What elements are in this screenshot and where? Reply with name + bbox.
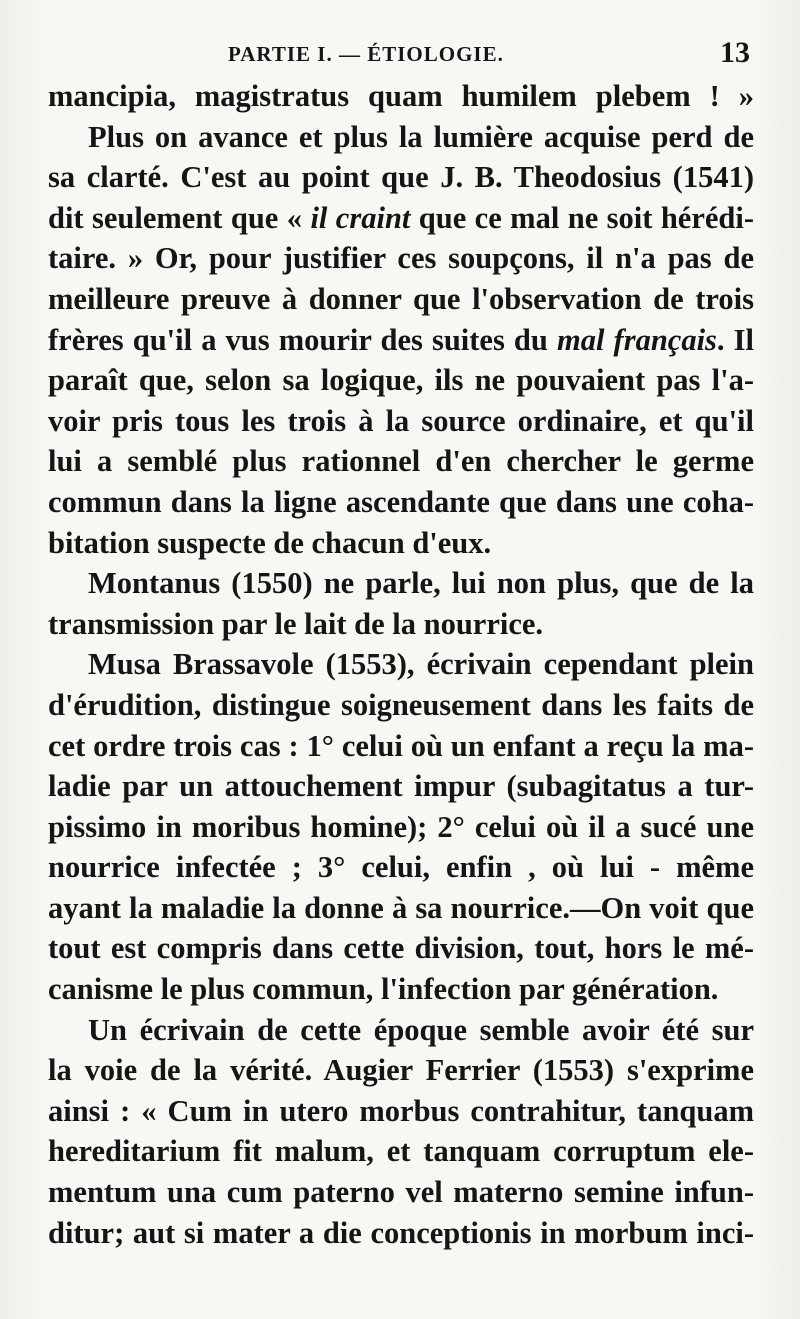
text-line: transmission par le lait de la nourrice. [48,606,544,641]
text-line: la voie de la vérité. Augier Ferrier (1553) s'exprime [48,1053,754,1088]
italic-phrase: mal français [556,322,717,357]
text-line: bitation suspecte de chacun d'eux. [48,525,492,560]
text-line: frères qu'il a vus mourir des suites du mal français. Il [48,322,754,357]
text-line: ainsi : « Cum in utero morbus contrahitur, tanquam [48,1093,754,1128]
body-text [48,76,754,1253]
text-line: Plus on avance et plus la lumière acquise perd de [88,119,754,154]
text-line: cet ordre trois cas : 1° celui où un enfant a reçu la ma- [48,728,754,763]
italic-phrase: il craint [310,200,411,235]
text-line: ayant la maladie la donne à sa nourrice.—On voit que [48,890,754,925]
text-line: meilleure preuve à donner que l'observation de trois [48,281,754,316]
running-head [48,30,754,74]
text-line: ladie par un attouchement impur (subagitatus a tur- [48,769,754,804]
text-line: hereditarium fit malum, et tanquam corruptum ele- [48,1134,754,1169]
text-line: ditur; aut si mater a die conceptionis in morbum inci- [48,1215,754,1250]
text-line: pissimo in moribus homine); 2° celui où il a sucé une [48,809,754,844]
text-line: Montanus (1550) ne parle, lui non plus, que de la [88,566,754,601]
text-line: taire. » Or, pour justifier ces soupçons, il n'a pas de [48,241,754,276]
text-line: paraît que, selon sa logique, ils ne pouvaient pas l'a- [48,363,754,398]
text-line: lui a semblé plus rationnel d'en chercher le germe [48,444,754,479]
text-line: commun dans la ligne ascendante que dans une coha- [48,484,754,519]
text-line: mentum una cum paterno vel materno semine infun- [48,1175,754,1210]
text-line: sa clarté. C'est au point que J. B. Theodosius (1541) [48,160,754,195]
text-line: mancipia, magistratus quam humilem plebem ! » [48,79,754,113]
text-line: canisme le plus commun, l'infection par génération. [48,972,719,1007]
page-number: 13 [720,36,750,69]
text-line: d'érudition, distingue soigneusement dans les faits de [48,687,754,722]
text-line: Un écrivain de cette époque semble avoir été sur [88,1012,754,1047]
text-line: tout est compris dans cette division, tout, hors le mé- [48,931,754,966]
text-line: Musa Brassavole (1553), écrivain cependant plein [88,647,754,682]
text-line: dit seulement que « il craint que ce mal ne soit hérédi- [48,200,754,235]
running-title: PARTIE I. — ÉTIOLOGIE. [228,42,504,66]
text-line: nourrice infectée ; 3° celui, enfin , où lui - même [48,850,754,885]
text-line: voir pris tous les trois à la source ordinaire, et qu'il [48,403,754,438]
